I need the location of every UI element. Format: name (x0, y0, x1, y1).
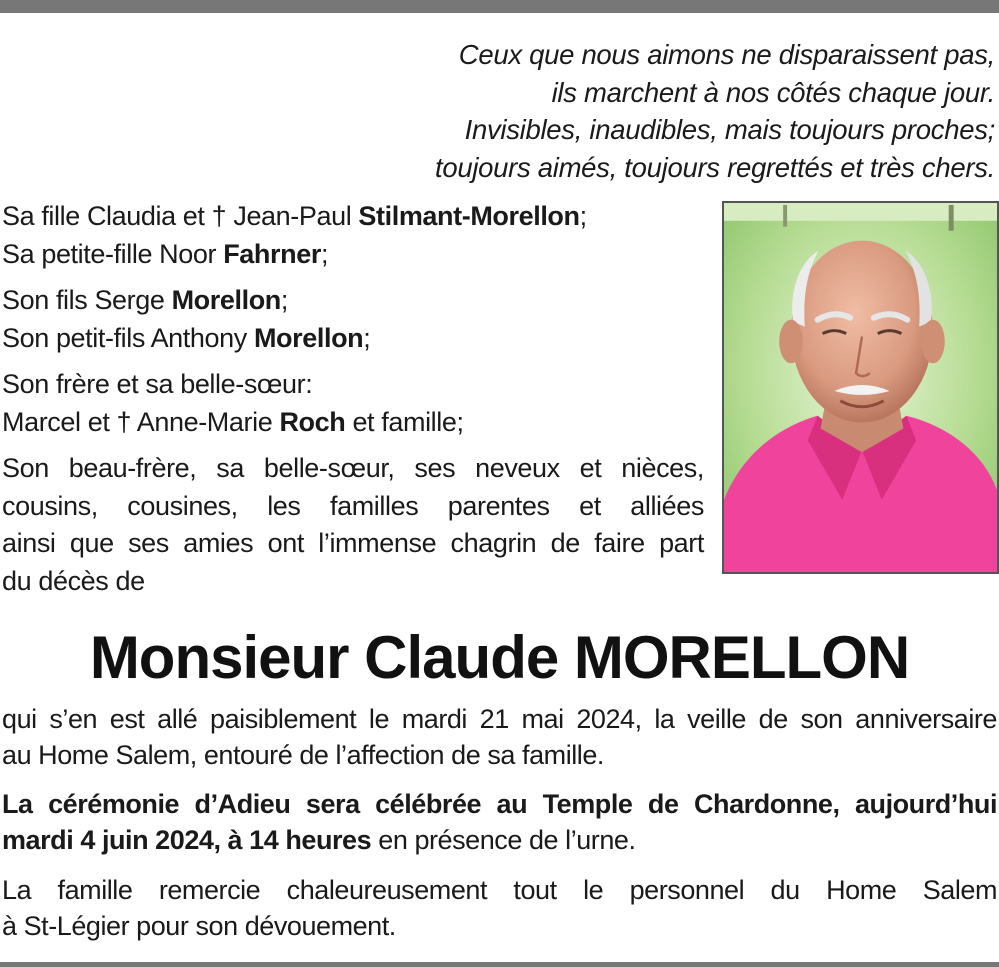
family-line: du décès de (2, 565, 145, 596)
text: Sa petite-fille Noor (2, 238, 224, 269)
text: ; (363, 322, 371, 353)
paragraph-line: qui s’en est allé paisiblement le mardi 21 mai 2024, la veille de son anniversaire (2, 704, 997, 734)
deceased-name: Monsieur Claude MORELLON (89, 624, 910, 691)
family-group-daughter (2, 198, 704, 273)
paragraph-line: La famille remercie chaleureusement tout le personnel du Home Salem (2, 875, 997, 905)
text: Son petit-fils Anthony (2, 322, 254, 353)
surname: Roch (279, 406, 346, 437)
text: et famille; (345, 406, 464, 437)
family-line (2, 320, 704, 358)
surname: Morellon (253, 322, 364, 353)
family-line: ainsi que ses amies ont l’immense chagrin de faire part (2, 528, 704, 558)
paragraph-line: au Home Salem, entouré de l’affection de sa famille. (2, 740, 604, 770)
text: Son fils Serge (2, 285, 172, 315)
poem-line: Invisibles, inaudibles, mais toujours proches; (464, 114, 995, 145)
family-group-brother (2, 366, 704, 441)
paragraph-line (2, 786, 997, 822)
surname: Stilmant-Morellon (358, 201, 580, 231)
family-line: Son beau-frère, sa belle-sœur, ses neveux et nièces, (2, 453, 704, 483)
family-line (2, 236, 704, 274)
poem (195, 36, 995, 186)
family-line (2, 404, 704, 442)
family-group-son (2, 282, 704, 357)
family-group-others (2, 450, 704, 600)
surname: Morellon (171, 285, 281, 315)
poem-line: toujours aimés, toujours regrettés et très chers. (435, 151, 995, 183)
family-line: Son frère et sa belle-sœur: (2, 369, 313, 399)
portrait-illustration (724, 203, 997, 572)
family-line: cousins, cousines, les familles parentes et alliées (2, 490, 704, 521)
poem-line: ils marchent à nos côtés chaque jour. (551, 76, 995, 108)
text: Marcel et † Anne-Marie (2, 406, 280, 437)
ceremony-paragraph (2, 786, 997, 858)
paragraph-line (2, 822, 997, 858)
bottom-rule (0, 962, 999, 967)
thanks-paragraph (2, 872, 997, 944)
text: ; (579, 201, 587, 231)
portrait-photo (722, 201, 999, 574)
family-line (2, 198, 704, 236)
ceremony-text: La cérémonie d’Adieu sera célébrée au Temple de Chardonne, aujourd’hui (2, 789, 997, 819)
text: en présence de l’urne. (371, 825, 636, 855)
top-rule (0, 0, 999, 13)
surname: Fahrner (223, 238, 321, 269)
family-list (2, 198, 704, 609)
text: ; (320, 238, 329, 269)
text: Sa fille Claudia et † Jean-Paul (2, 201, 359, 231)
text: ; (280, 285, 288, 315)
announcement-paragraph (2, 701, 997, 773)
paragraph-line: à St-Légier pour son dévouement. (2, 911, 396, 941)
family-line (2, 282, 704, 320)
ceremony-date: mardi 4 juin 2024, à 14 heures (2, 825, 372, 855)
poem-line: Ceux que nous aimons ne disparaissent pas, (458, 39, 995, 70)
